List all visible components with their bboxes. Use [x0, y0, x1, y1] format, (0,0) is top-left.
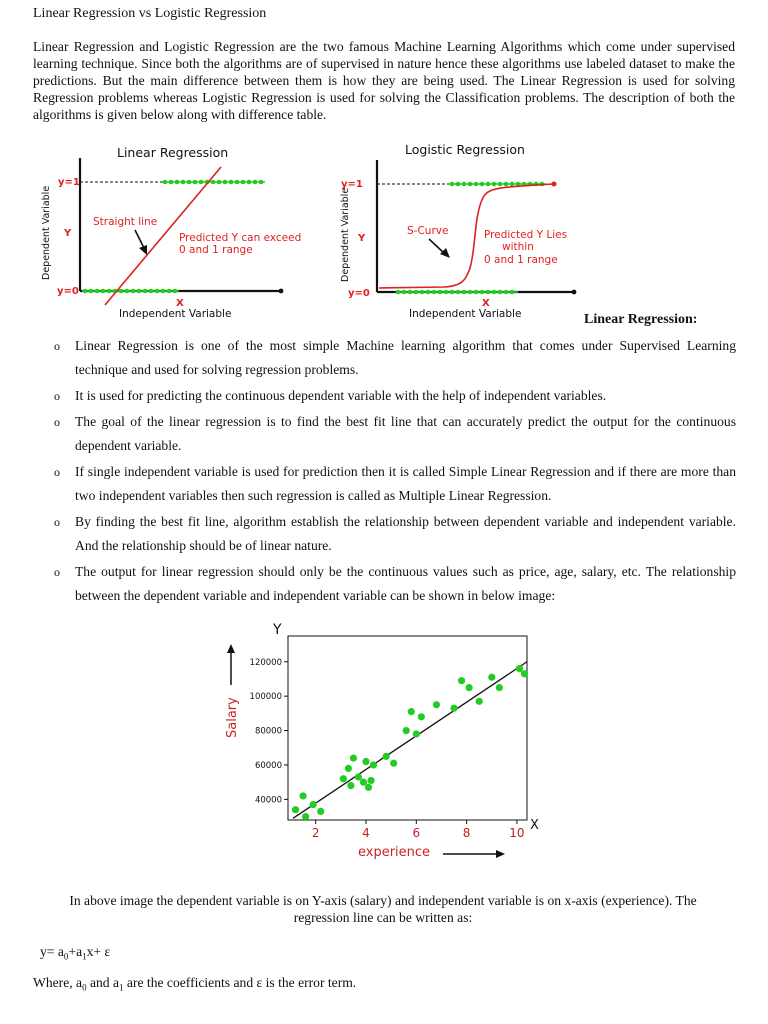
list-item: [40, 410, 736, 458]
x-tick-label: 2: [311, 826, 320, 840]
linear-regression-heading: Linear Regression:: [584, 312, 698, 327]
list-item-text: It is used for predicting the continuous dependent variable with the help of independent variables.: [75, 388, 607, 403]
y-axis-label: Salary: [225, 697, 240, 738]
note-subscript: 1: [119, 982, 124, 993]
linear-independent-label: Independent Variable: [119, 308, 232, 320]
list-item-text: The goal of the linear regression is to find the best fit line that can accurately predict the output for the continuous dependent variable.: [75, 414, 736, 453]
logistic-dependent-label: Dependent Variable: [340, 187, 351, 282]
logistic-predicted-line3: 0 and 1 range: [484, 254, 558, 266]
data-point: [466, 684, 473, 691]
data-point: [365, 784, 372, 791]
x-tick-label: 4: [362, 826, 370, 840]
data-point: [450, 705, 457, 712]
note-subscript: 0: [82, 982, 87, 993]
document-title: Linear Regression vs Logistic Regression: [33, 6, 267, 21]
x-tick-label: 6: [412, 826, 421, 840]
logistic-diagram-title: Logistic Regression: [405, 142, 525, 157]
logistic-regression-diagram: [334, 140, 584, 322]
note-part: are the coefficients and ε is the error term.: [123, 975, 357, 990]
equation-part: +a: [68, 944, 83, 959]
data-point: [360, 779, 367, 786]
linear-y1-label: y=1: [58, 177, 80, 188]
data-point: [418, 713, 425, 720]
data-point: [355, 773, 362, 780]
data-point: [383, 753, 390, 760]
y-tick-label: 100000: [249, 692, 282, 703]
data-point: [476, 698, 483, 705]
y-axis-letter: Y: [273, 622, 282, 638]
list-item: [40, 460, 736, 508]
x-axis-letter: X: [530, 818, 539, 833]
logistic-y0-label: y=0: [348, 288, 370, 299]
data-point: [390, 760, 397, 767]
data-point: [292, 806, 299, 813]
logistic-y-letter: Y: [358, 233, 366, 244]
salary-experience-scatter-chart: [215, 620, 545, 870]
data-point: [310, 801, 317, 808]
data-point: [347, 782, 354, 789]
bullet-marker: o: [54, 565, 60, 579]
chart-plot-layer: [225, 622, 539, 860]
data-point: [340, 775, 347, 782]
data-point: [367, 777, 374, 784]
list-item: [40, 510, 736, 558]
linear-y0-label: y=0: [57, 286, 79, 297]
data-point: [350, 754, 357, 761]
chart-caption: In above image the dependent variable is on Y-axis (salary) and independent variable is on x-axis (experience). The regression line can be written as:: [69, 893, 697, 925]
logistic-independent-label: Independent Variable: [409, 308, 522, 320]
y-tick-label: 80000: [254, 726, 282, 737]
x-axis-arrow-head: [496, 850, 505, 858]
straight-line-label: Straight line: [93, 216, 158, 228]
data-point: [408, 708, 415, 715]
x-tick-label: 8: [462, 826, 471, 840]
list-item-text: Linear Regression is one of the most simple Machine learning algorithm that comes under Supervised Learning technique and used for solving regression problems.: [75, 338, 736, 377]
linear-regression-diagram: [33, 140, 323, 322]
logistic-x-letter: X: [482, 298, 490, 309]
list-item: [40, 560, 736, 608]
regression-line: [293, 662, 527, 819]
data-point: [370, 761, 377, 768]
linear-x-letter: X: [176, 298, 184, 309]
list-item: [40, 384, 736, 408]
list-item: [40, 334, 736, 382]
x-tick-label: 10: [509, 826, 525, 840]
data-point: [521, 670, 528, 677]
logistic-predicted-line1: Predicted Y Lies: [484, 229, 568, 241]
y-tick-label: 60000: [254, 760, 282, 771]
equation-part: y= a: [40, 944, 64, 959]
bullet-marker: o: [54, 339, 60, 353]
data-point: [488, 674, 495, 681]
data-point: [433, 701, 440, 708]
data-point: [317, 808, 324, 815]
list-item-text: If single independent variable is used for prediction then it is called Simple Linear Regression and if there are more than two independent variables then such regression is called as Multiple Linear Regression.: [75, 464, 736, 503]
bullet-marker: o: [54, 415, 60, 429]
linear-diagram-title: Linear Regression: [117, 145, 229, 160]
y-tick-label: 40000: [254, 795, 282, 806]
equation-subscript: 1: [82, 951, 87, 962]
bullet-marker: o: [54, 465, 60, 479]
linear-top-points: [163, 180, 264, 185]
data-point: [413, 730, 420, 737]
linear-dependent-label: Dependent Variable: [41, 185, 52, 280]
s-curve-label: S-Curve: [407, 225, 449, 237]
linear-predicted-line2: 0 and 1 range: [179, 244, 253, 256]
list-item-text: By finding the best fit line, algorithm establish the relationship between dependent variable and independent variable. And the relationship should be of linear nature.: [75, 514, 736, 553]
data-point: [496, 684, 503, 691]
data-point: [403, 727, 410, 734]
x-axis-label: experience: [358, 845, 431, 860]
y-axis-arrow-head: [227, 644, 235, 653]
data-point: [516, 665, 523, 672]
data-point: [302, 813, 309, 820]
equation-part: x+ ε: [86, 944, 111, 959]
y-tick-label: 120000: [249, 657, 282, 668]
data-point: [458, 677, 465, 684]
data-point: [362, 758, 369, 765]
intro-paragraph: Linear Regression and Logistic Regression are the two famous Machine Learning Algorithms which come under supervised learning technique. Since both the algorithms are of supervised in nature hence these algorithms use labeled dataset to make the predictions. But the main difference between them is how they are being used. The Linear Regression is used for solving Regression problems whereas Logistic Regression is used for solving the Classification problems. The description of both the algorithms is given below along with difference table.: [33, 39, 735, 122]
linear-predicted-line1: Predicted Y can exceed: [179, 232, 302, 244]
logistic-predicted-line2: within: [502, 241, 534, 253]
linear-y-letter: Y: [64, 228, 72, 239]
regression-equation: [40, 944, 110, 962]
bullet-marker: o: [54, 389, 60, 403]
data-point: [299, 792, 306, 799]
note-part: and a: [86, 975, 120, 990]
logistic-y1-label: y=1: [341, 179, 363, 190]
linear-regression-bullet-list: [40, 334, 736, 610]
coefficient-note: [33, 975, 356, 993]
bullet-marker: o: [54, 515, 60, 529]
list-item-text: The output for linear regression should only be the continuous values such as price, age, salary, etc. The relationship between the dependent variable and independent variable can be shown in below image:: [75, 564, 736, 603]
data-point: [345, 765, 352, 772]
equation-subscript: 0: [63, 951, 69, 962]
note-part: Where, a: [33, 975, 83, 990]
